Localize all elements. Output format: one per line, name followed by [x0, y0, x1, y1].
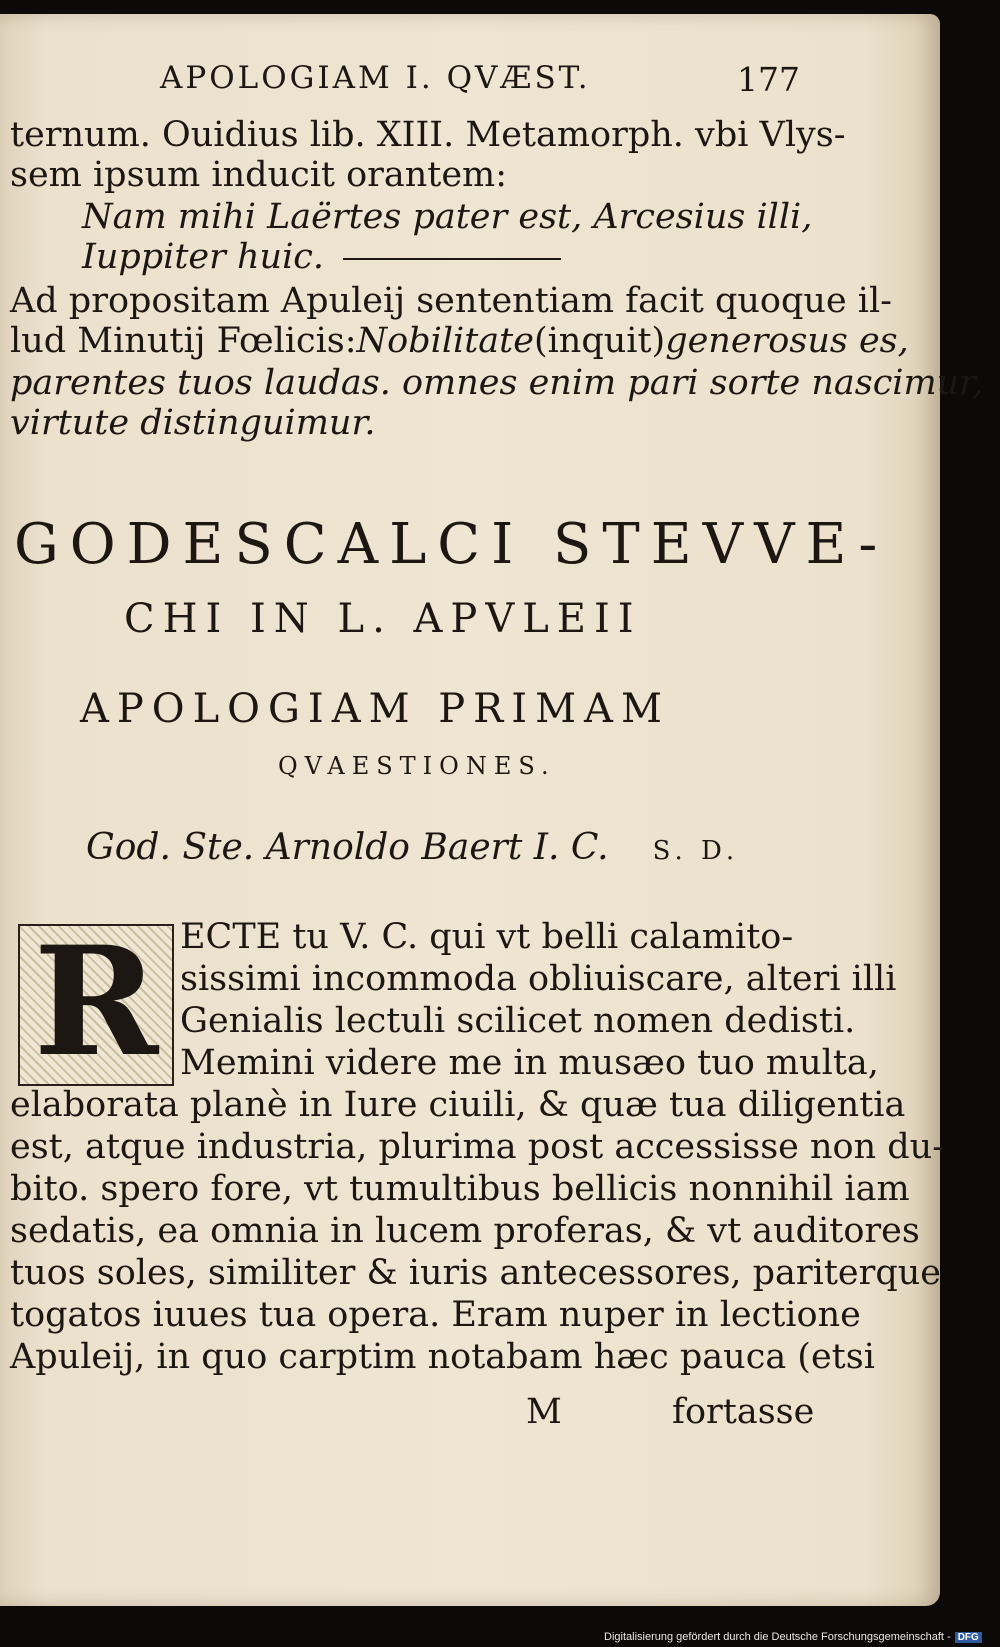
- catchword: fortasse: [672, 1392, 815, 1432]
- text-line: elaborata planè in Iure ciuili, & quæ tua diligentia: [10, 1085, 906, 1125]
- dfg-logo: DFG: [955, 1632, 982, 1643]
- initial-letter: R: [33, 914, 159, 1090]
- text-line: bito. spero fore, vt tumultibus bellicis nonnihil iam: [10, 1169, 910, 1209]
- signature-mark: M: [526, 1392, 562, 1432]
- book-page: [0, 14, 984, 1606]
- salutation-sd: S. D.: [652, 836, 740, 866]
- verse-line: Nam mihi Laërtes pater est, Arcesius illi,: [82, 197, 813, 237]
- text-line: Apuleij, in quo carptim notabam hæc pauca (etsi: [10, 1337, 875, 1377]
- page-number: 177: [737, 60, 800, 99]
- section-title-line-3: APOLOGIAM PRIMAM: [80, 686, 670, 732]
- text-line: sissimi incommoda obliuiscare, alteri illi: [180, 959, 897, 999]
- text-line: est, atque industria, plurima post accessisse non du-: [10, 1127, 945, 1167]
- text-line: sem ipsum inducit orantem:: [10, 155, 508, 195]
- salutation: [86, 827, 739, 868]
- section-title-line-2: CHI IN L. APVLEII: [124, 596, 642, 642]
- quote-text: Nobilitate: [356, 321, 534, 361]
- quote-text: generosus es,: [665, 321, 909, 361]
- decorated-initial-letter: [18, 914, 174, 1090]
- running-header: [160, 60, 800, 99]
- text-run: lud Minutij Fœlicis:: [10, 321, 357, 361]
- quote-line: parentes tuos laudas. omnes enim pari sorte nascimur,: [10, 363, 984, 403]
- text-line: ECTE tu V. C. qui vt belli calamito-: [180, 917, 794, 957]
- inquit-text: (inquit): [533, 321, 666, 361]
- text-line: [10, 320, 909, 362]
- dfg-footer: [604, 1631, 982, 1643]
- quote-line: virtute distinguimur.: [10, 403, 376, 443]
- salutation-text: God. Ste. Arnoldo Baert I. C.: [86, 827, 609, 868]
- horizontal-rule: [343, 258, 561, 260]
- text-line: Genialis lectuli scilicet nomen dedisti.: [180, 1001, 856, 1041]
- dfg-footer-text: Digitalisierung gefördert durch die Deutsche Forschungsgemeinschaft -: [604, 1631, 951, 1643]
- text-line: togatos iuues tua opera. Eram nuper in lectione: [10, 1295, 861, 1335]
- text-line: ternum. Ouidius lib. XIII. Metamorph. vbi Vlys-: [10, 115, 846, 155]
- running-title: APOLOGIAM I. QVÆST.: [160, 60, 591, 96]
- text-line: tuos soles, similiter & iuris antecessores, pariterque: [10, 1253, 942, 1293]
- verse-line: [82, 236, 561, 278]
- text-line: sedatis, ea omnia in lucem proferas, & vt auditores: [10, 1211, 920, 1251]
- section-title-line-1: GODESCALCI STEVVE-: [14, 512, 889, 577]
- text-line: Memini videre me in musæo tuo multa,: [180, 1043, 879, 1083]
- verse-text: Iuppiter huic.: [82, 237, 325, 277]
- section-title-line-4: QVAESTIONES.: [278, 752, 556, 780]
- text-line: Ad propositam Apuleij sententiam facit quoque il-: [10, 281, 892, 321]
